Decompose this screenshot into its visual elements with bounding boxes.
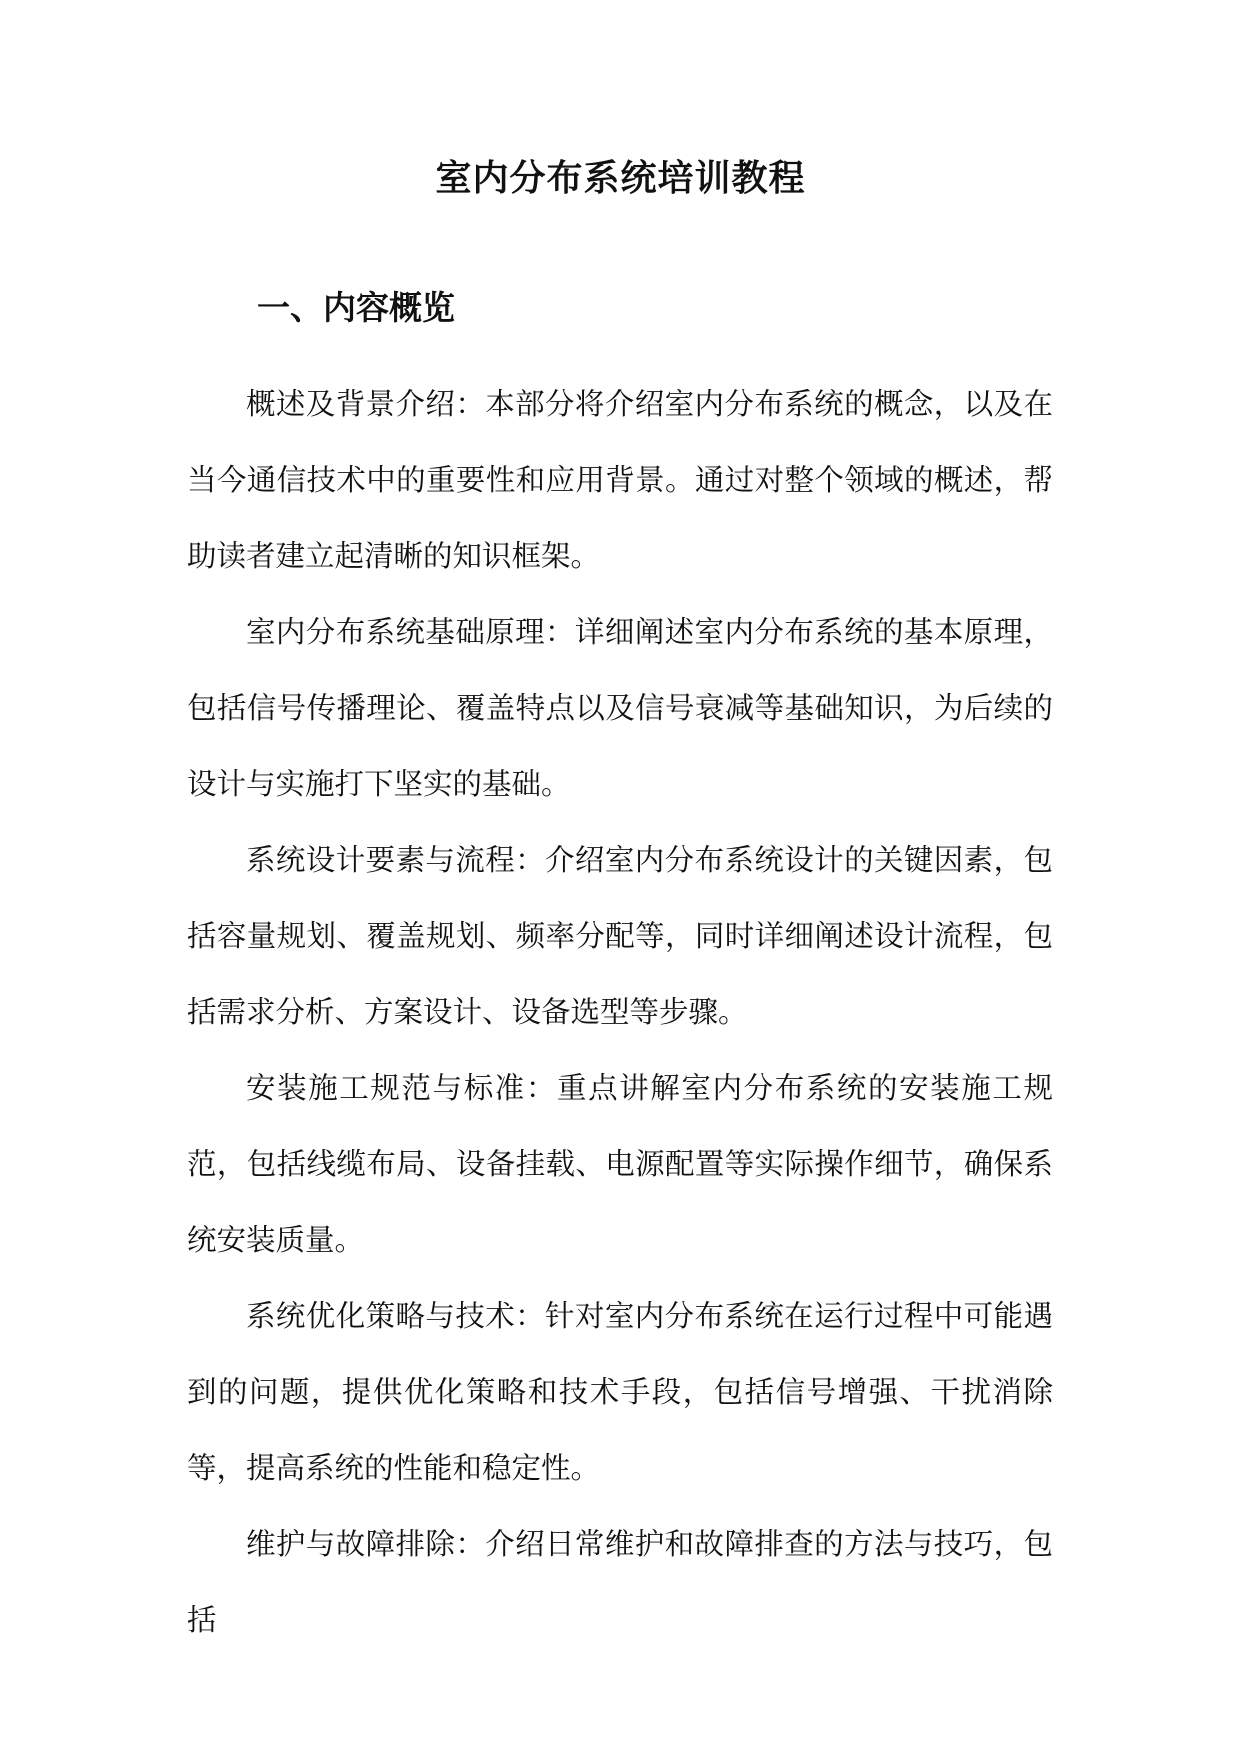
- section-heading: 一、内容概览: [257, 288, 455, 327]
- paragraph-overview: 概述及背景介绍：本部分将介绍室内分布系统的概念，以及在当今通信技术中的重要性和应用背景。通过对整个领域的概述，帮助读者建立起清晰的知识框架。: [187, 387, 1053, 573]
- paragraph-principles: 室内分布系统基础原理：详细阐述室内分布系统的基本原理，包括信号传播理论、覆盖特点以及信号衰减等基础知识，为后续的设计与实施打下坚实的基础。: [187, 615, 1053, 801]
- paragraph-design: 系统设计要素与流程：介绍室内分布系统设计的关键因素，包括容量规划、覆盖规划、频率分配等，同时详细阐述设计流程，包括需求分析、方案设计、设备选型等步骤。: [187, 843, 1053, 1029]
- paragraph-installation: 安装施工规范与标准：重点讲解室内分布系统的安装施工规范，包括线缆布局、设备挂载、电源配置等实际操作细节，确保系统安装质量。: [187, 1071, 1053, 1257]
- document-body: [187, 366, 1053, 1658]
- page-title: 室内分布系统培训教程: [435, 157, 806, 199]
- paragraph-optimization: 系统优化策略与技术：针对室内分布系统在运行过程中可能遇到的问题，提供优化策略和技术手段，包括信号增强、干扰消除等，提高系统的性能和稳定性。: [187, 1299, 1053, 1485]
- paragraph-maintenance: 维护与故障排除：介绍日常维护和故障排查的方法与技巧，包括: [187, 1527, 1053, 1637]
